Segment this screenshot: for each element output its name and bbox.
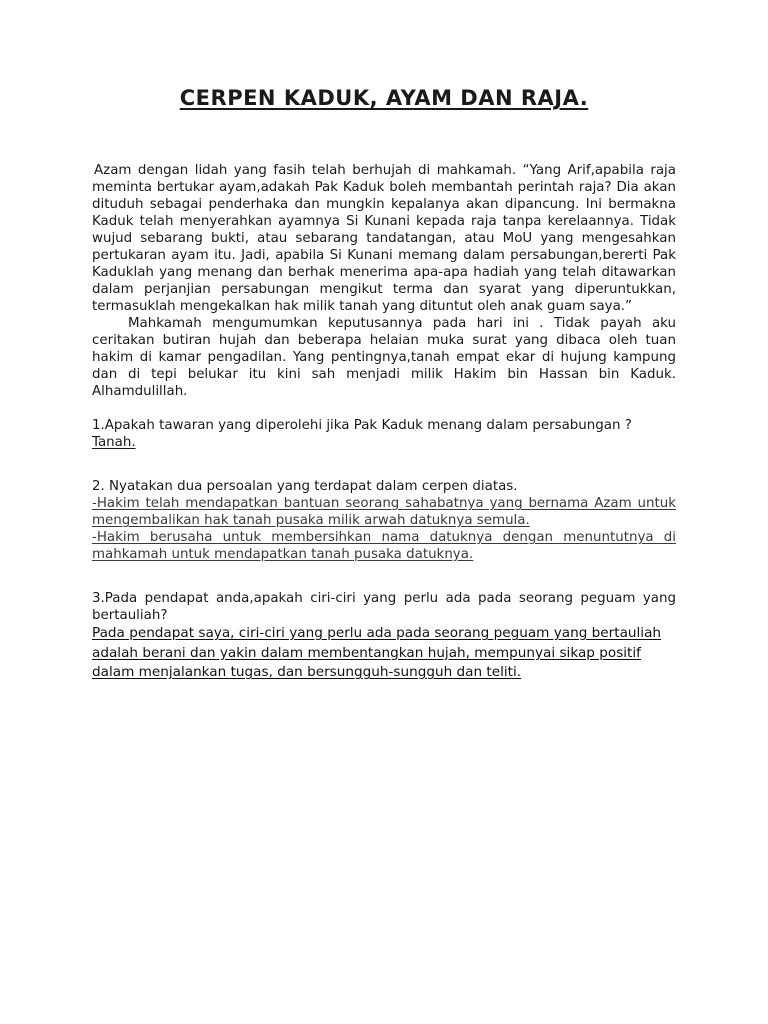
- question-block-1: [92, 417, 676, 451]
- story-paragraph-1: Azam dengan lidah yang fasih telah berhujah di mahkamah. “Yang Arif,apabila raja meminta bertukar ayam,adakah Pak Kaduk boleh membantah perintah raja? Dia akan dituduh sebagai penderhaka dan mungkin kepalanya akan dipancung. Ini bermakna Kaduk telah menyerahkan ayamnya Si Kunani kepada raja tanpa kerelaannya. Tidak wujud sebarang bukti, atau sebarang tandatangan, atau MoU yang mengesahkan pertukaran ayam itu. Jadi, apabila Si Kunani memang dalam persabungan,bererti Pak Kaduklah yang menang dan berhak menerima apa-apa hadiah yang telah ditawarkan dalam perjanjian persabungan mengikut terma dan syarat yang diperuntukkan, termasuklah mengekalkan hak milik tanah yang dituntut oleh anak guam saya.”: [92, 163, 676, 314]
- question-3-text: 3.Pada pendapat anda,apakah ciri-ciri yang perlu ada pada seorang peguam yang bertauliah?: [92, 591, 676, 623]
- document-title: CERPEN KADUK, AYAM DAN RAJA.: [179, 86, 589, 110]
- question-2-answer-1: -Hakim telah mendapatkan bantuan seorang sahabatnya yang bernama Azam untuk mengembalikan hak tanah pusaka milik arwah datuknya semula.: [92, 496, 676, 528]
- spacer: [92, 400, 676, 417]
- question-2-answer-2: -Hakim berusaha untuk membersihkan nama datuknya dengan menuntutnya di mahkamah untuk mendapatkan tanah pusaka datuknya.: [92, 530, 676, 562]
- spacer: [92, 563, 676, 590]
- question-3-answer: Pada pendapat saya, ciri-ciri yang perlu ada pada seorang peguam yang bertauliah adalah berani dan yakin dalam membentangkan hujah, mempunyai sikap positif dalam menjalankan tugas, dan bersungguh-sungguh dan teliti.: [92, 625, 662, 680]
- question-block-3: [92, 590, 676, 683]
- question-2-text: 2. Nyatakan dua persoalan yang terdapat dalam cerpen diatas.: [92, 479, 518, 494]
- question-1-text: 1.Apakah tawaran yang diperolehi jika Pak Kaduk menang dalam persabungan ?: [92, 418, 632, 433]
- story-paragraph-2: Mahkamah mengumumkan keputusannya pada hari ini . Tidak payah aku ceritakan butiran hujah dan beberapa helaian muka surat yang dibaca oleh tuan hakim di kamar pengadilan. Yang pentingnya,tanah empat ekar di hujung kampung dan di tepi belukar itu kini sah menjadi milik Hakim bin Hassan bin Kaduk. Alhamdulillah.: [92, 316, 676, 399]
- question-block-2: [92, 478, 676, 563]
- spacer: [92, 451, 676, 478]
- question-1-answer: Tanah.: [92, 435, 136, 450]
